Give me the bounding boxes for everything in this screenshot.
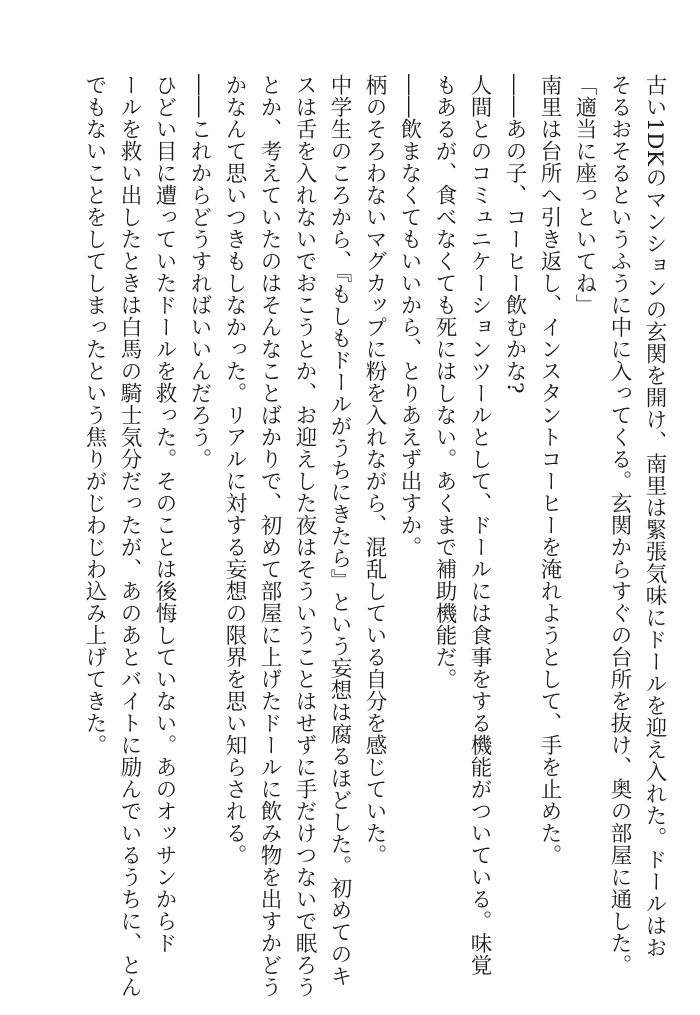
text-line: ――これからどうすればいいんだろう。	[187, 74, 212, 470]
text-line: ――あの子、コーヒー飲むかな?	[502, 74, 527, 395]
text-line: 南里は台所へ引き返し、インスタントコーヒーを淹れようとして、手を止めた。	[537, 74, 562, 866]
text-line: でもないことをしてしまったという焦りがじわじわ込み上げてきた。	[82, 74, 107, 756]
text-line: 「適当に座っといてね」	[572, 74, 597, 316]
text-line: かなんて思いつきもしなかった。リアルに対する妄想の限界を思い知らされる。	[222, 74, 247, 866]
text-line: もあるが、食べなくても死にはしない。あくまで補助機能だ。	[432, 74, 457, 690]
text-line: とか、考えていたのはそんなことばかりで、初めて部屋に上げたドールに飲み物を出すかどう	[257, 74, 282, 998]
text-line: スは舌を入れないでおこうとか、お迎えした夜はそういうことはせずに手だけつないで眠ろう	[292, 74, 317, 998]
text-line: ――飲まなくてもいいから、とりあえず出すか。	[397, 74, 422, 558]
vertical-text-body	[77, 74, 672, 998]
text-line: 古い1DKのマンションの玄関を開け、南里は緊張気味にドールを迎え入れた。ドールはお	[642, 74, 667, 959]
text-line: 人間とのコミュニケーションツールとして、ドールには食事をする機能がついている。味覚	[467, 74, 492, 976]
text-line: ールを救い出したときは白馬の騎士気分だったが、あのあとバイトに励んでいるうちに、とん	[117, 74, 142, 998]
text-line: ひどい目に遭っていたドールを救った。そのことは後悔していない。あのオッサンからド	[152, 74, 177, 954]
text-line: そるおそるというふうに中に入ってくる。玄関からすぐの台所を抜け、奥の部屋に通した。	[607, 74, 632, 976]
text-line: 中学生のころから、『もしもドールがうちにきたら』という妄想は腐るほどした。初めてのキ	[327, 74, 352, 988]
text-line: 柄のそろわないマグカップに粉を入れながら、混乱している自分を感じていた。	[362, 74, 387, 866]
